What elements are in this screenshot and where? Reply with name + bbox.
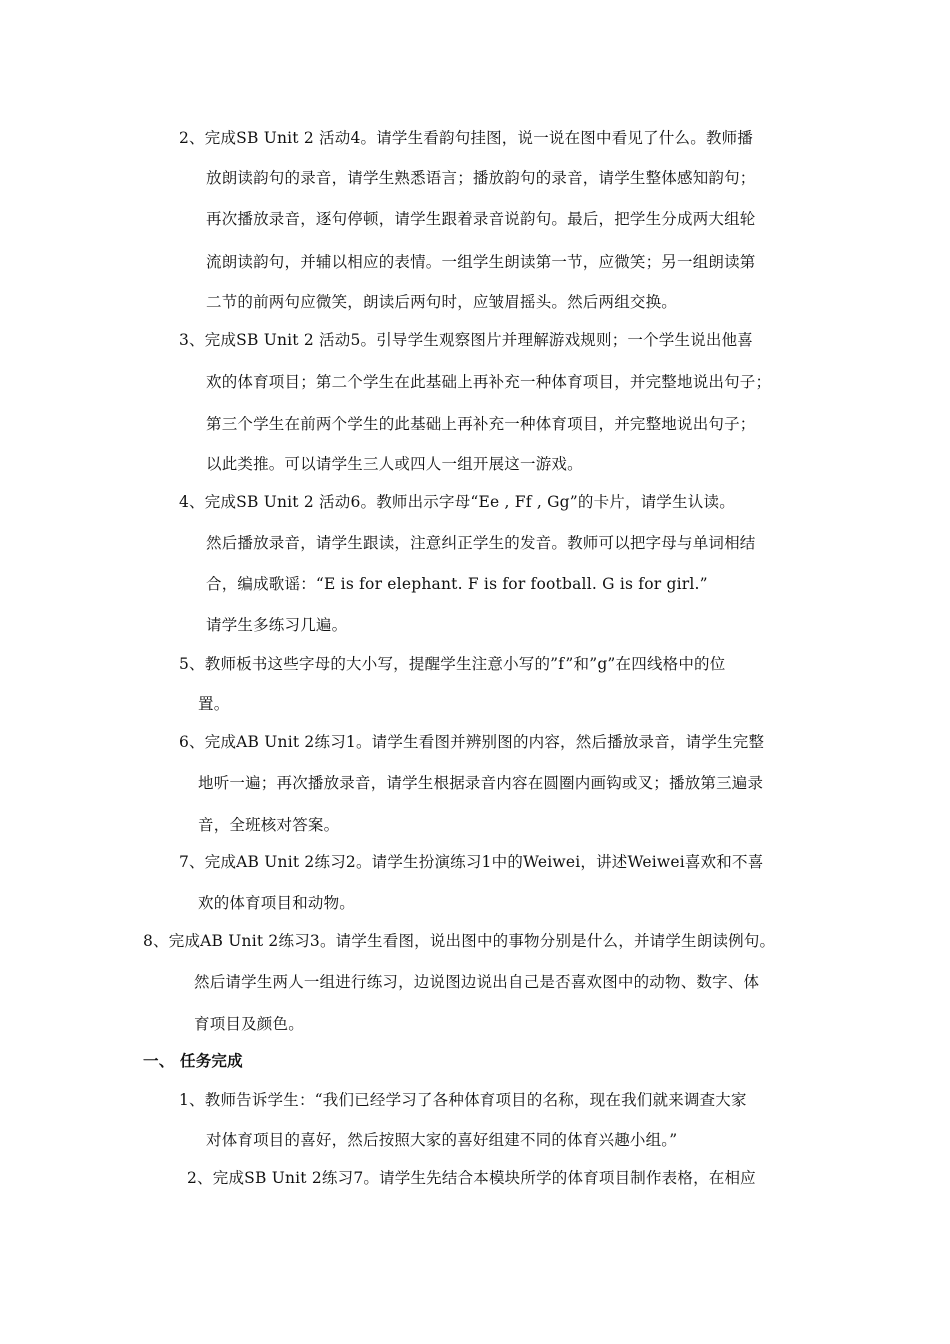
item-4-line-4: 请学生多练习几遍。: [206, 616, 348, 634]
item-6-line-3: 音，全班核对答案。: [198, 816, 340, 834]
section-item-1-line-1: 1、教师告诉学生：“我们已经学习了各种体育项目的名称，现在我们就来调查大家: [179, 1091, 747, 1109]
item-8-line-1: 8、完成AB Unit 2练习3。请学生看图，说出图中的事物分别是什么，并请学生朗读例句。: [143, 932, 776, 950]
item-2-line-2: 放朗读韵句的录音，请学生熟悉语言；播放韵句的录音，请学生整体感知韵句；: [206, 169, 756, 187]
item-2-line-3: 再次播放录音，逐句停顿，请学生跟着录音说韵句。最后，把学生分成两大组轮: [206, 210, 756, 228]
item-4-line-2: 然后播放录音，请学生跟读，注意纠正学生的发音。教师可以把字母与单词相结: [206, 534, 756, 552]
item-2-line-5: 二节的前两句应微笑，朗读后两句时，应皱眉摇头。然后两组交换。: [206, 293, 678, 311]
item-3-line-1: 3、完成SB Unit 2 活动5。引导学生观察图片并理解游戏规则；一个学生说出他喜: [179, 331, 754, 349]
item-4-line-3: 合，编成歌谣：“E is for elephant. F is for football. G is for girl.”: [206, 575, 708, 593]
item-8-line-3: 育项目及颜色。: [194, 1015, 304, 1033]
item-5-line-2: 置。: [198, 695, 230, 713]
item-3-line-4: 以此类推。可以请学生三人或四人一组开展这一游戏。: [206, 455, 583, 473]
section-heading: 一、 任务完成: [143, 1052, 243, 1070]
section-item-1-line-2: 对体育项目的喜好，然后按照大家的喜好组建不同的体育兴趣小组。”: [206, 1131, 678, 1149]
item-7-line-2: 欢的体育项目和动物。: [198, 894, 356, 912]
section-item-2-line-1: 2、完成SB Unit 2练习7。请学生先结合本模块所学的体育项目制作表格，在相应: [187, 1169, 756, 1187]
item-2-line-1: 2、完成SB Unit 2 活动4。请学生看韵句挂图，说一说在图中看见了什么。教师播: [179, 129, 754, 147]
item-7-line-1: 7、完成AB Unit 2练习2。请学生扮演练习1中的Weiwei，讲述Weiwei喜欢和不喜: [179, 853, 764, 871]
item-4-line-1: 4、完成SB Unit 2 活动6。教师出示字母“Ee , Ff , Gg”的卡片，请学生认读。: [179, 493, 735, 511]
item-3-line-2: 欢的体育项目；第二个学生在此基础上再补充一种体育项目，并完整地说出句子；: [206, 373, 772, 391]
item-8-line-2: 然后请学生两人一组进行练习，边说图边说出自己是否喜欢图中的动物、数字、体: [194, 973, 760, 991]
item-6-line-1: 6、完成AB Unit 2练习1。请学生看图并辨别图的内容，然后播放录音，请学生完整: [179, 733, 765, 751]
item-3-line-3: 第三个学生在前两个学生的此基础上再补充一种体育项目，并完整地说出句子；: [206, 415, 756, 433]
item-6-line-2: 地听一遍；再次播放录音，请学生根据录音内容在圆圈内画钩或叉；播放第三遍录: [198, 774, 764, 792]
item-5-line-1: 5、教师板书这些字母的大小写，提醒学生注意小写的”f”和”g”在四线格中的位: [179, 655, 726, 673]
item-2-line-4: 流朗读韵句，并辅以相应的表情。一组学生朗读第一节，应微笑；另一组朗读第: [206, 253, 756, 271]
